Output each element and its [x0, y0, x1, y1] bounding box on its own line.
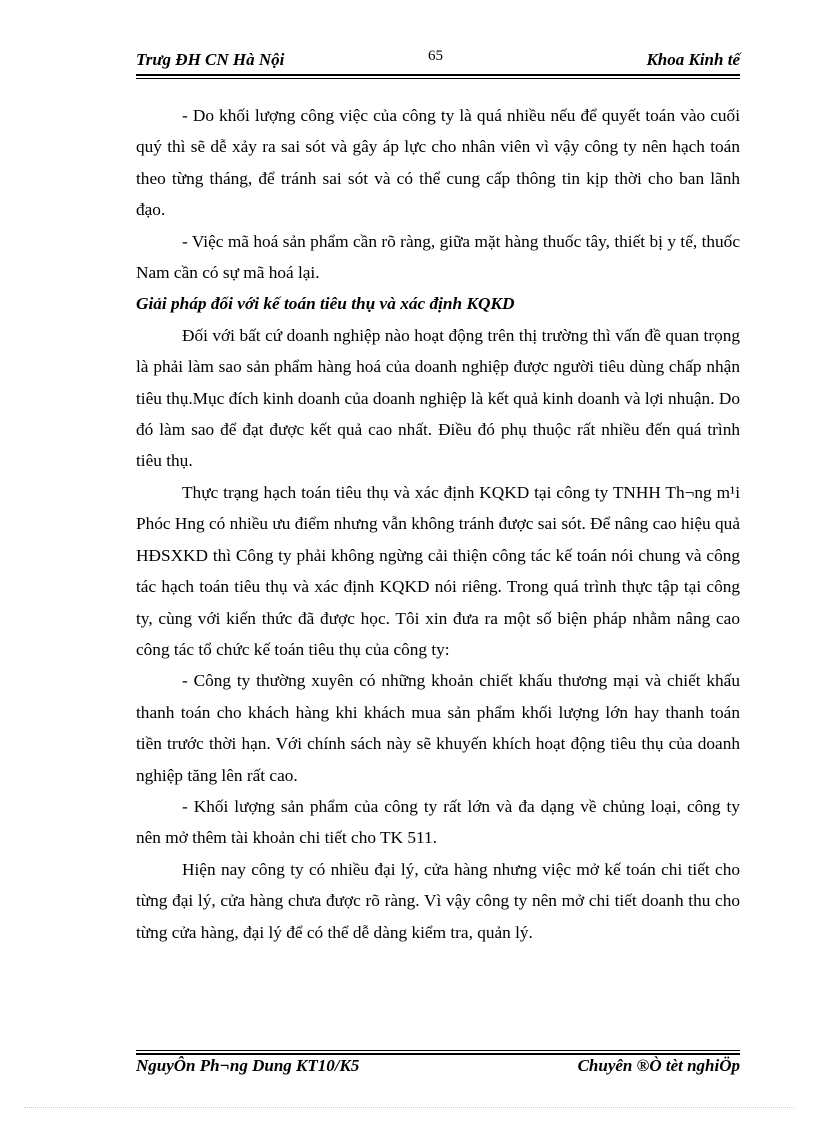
paragraph-detail-account: - Khối lượng sản phẩm của công ty rất lớn và đa dạng về chủng loại, công ty nên mở thêm tài khoản chi tiết cho TK 511. [136, 796, 740, 848]
footer-rule-thin [136, 1050, 740, 1051]
page-header [136, 44, 740, 74]
footer-author: NguyÔn Ph¬ng Dung KT10/K5 [136, 1056, 360, 1075]
paragraph-current-state: Thực trạng hạch toán tiêu thụ và xác định KQKD tại công ty TNHH Th¬ng m¹i Phóc Hng có nhiều ưu điểm nhưng vẫn không tránh được sai sót. Để nâng cao hiệu quả HĐSXKD thì Công ty phải không ngừng cải thiện công tác kế toán nói chung và công tác hạch toán tiêu thụ và xác định KQKD nói riêng. Trong quá trình thực tập tại công ty, cùng với kiến thức đã được học. Tôi xin đưa ra một số biện pháp nhằm nâng cao công tác tổ chức kế toán tiêu thụ của công ty: [136, 482, 740, 659]
page-footer [136, 1056, 740, 1080]
paragraph-consumption: Đối với bất cứ doanh nghiệp nào hoạt động trên thị trường thì vấn đề quan trọng là phải làm sao sản phẩm hàng hoá của doanh nghiệp được người tiêu dùng chấp nhận tiêu thụ.Mục đích kinh doanh của doanh nghiệp là kết quả kinh doanh và lợi nhuận. Do đó làm sao để đạt được kết quả cao nhất. Điều đó phụ thuộc rất nhiều đến quá trình tiêu thụ. [136, 325, 740, 471]
paragraph-product-coding: - Việc mã hoá sản phẩm cần rõ ràng, giữa mặt hàng thuốc tây, thiết bị y tế, thuốc Nam cần có sự mã hoá lại. [136, 231, 740, 283]
paragraph-agents: Hiện nay công ty có nhiều đại lý, cửa hàng nhưng việc mở kế toán chi tiết cho từng đại lý, cửa hàng chưa được rõ ràng. Vì vậy công ty nên mở chi tiết doanh thu cho từng cửa hàng, đại lý để có thể dễ dàng kiểm tra, quản lý. [136, 859, 740, 942]
header-rule-thick [136, 74, 740, 76]
header-school: Trưg ĐH CN Hà Nội [136, 50, 285, 69]
page-number: 65 [428, 48, 443, 64]
header-rule-thin [136, 78, 740, 79]
footer-rule-thick [136, 1053, 740, 1055]
page-edge-divider [24, 1107, 794, 1108]
page-body [136, 100, 740, 948]
section-heading: Giải pháp đối với kế toán tiêu thụ và xác định KQKD [136, 294, 515, 314]
paragraph-settlement: - Do khối lượng công việc của công ty là quá nhiều nếu để quyết toán vào cuối quý thì sẽ dễ xảy ra sai sót và gây áp lực cho nhân viên vì vậy công ty nên hạch toán theo từng tháng, để tránh sai sót và có thể cung cấp thông tin kịp thời cho ban lãnh đạo. [136, 106, 740, 220]
header-faculty: Khoa Kinh tế [646, 50, 740, 69]
footer-thesis-title: Chuyên ®Ò tèt nghiÖp [577, 1056, 740, 1075]
paragraph-discounts: - Công ty thường xuyên có những khoản chiết khấu thương mại và chiết khấu thanh toán cho khách hàng khi khách mua sản phẩm khối lượng lớn hay thanh toán tiền trước thời hạn. Với chính sách này sẽ khuyến khích hoạt động tiêu thụ của doanh nghiệp tăng lên rất cao. [136, 671, 740, 785]
